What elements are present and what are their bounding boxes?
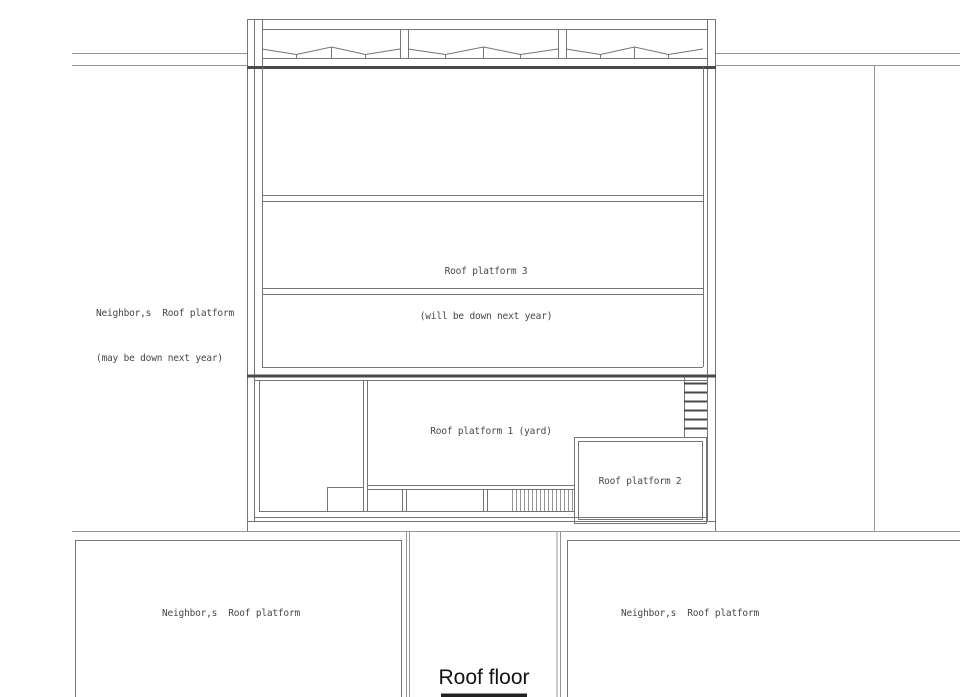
roof-platform-3-label <box>420 234 552 354</box>
roof-platform-3-label-line1: Roof platform 3 <box>444 266 528 277</box>
roof-platform-2-label: Roof platform 2 <box>598 476 682 487</box>
neighbor-left-label-line2: (may be down next year) <box>96 353 223 364</box>
louver-zigzag <box>262 47 703 55</box>
neighbor-left-label <box>96 276 234 396</box>
neighbor-bottom-left-label: Neighbor,s Roof platform <box>162 608 300 619</box>
title-underline <box>441 694 527 697</box>
roof-platform-1-area <box>254 380 707 512</box>
roof-platform-3-label-line2: (will be down next year) <box>419 311 553 322</box>
ladder <box>684 377 707 437</box>
stairs-hatch <box>513 490 573 511</box>
plan-title: Roof floor <box>438 666 530 689</box>
roof-platform-1-label: Roof platform 1 (yard) <box>430 426 552 437</box>
louver-panels <box>247 19 716 68</box>
neighbor-bottom-right-label: Neighbor,s Roof platform <box>621 608 759 619</box>
neighbor-left-label-line1: Neighbor,s Roof platform <box>96 308 234 319</box>
